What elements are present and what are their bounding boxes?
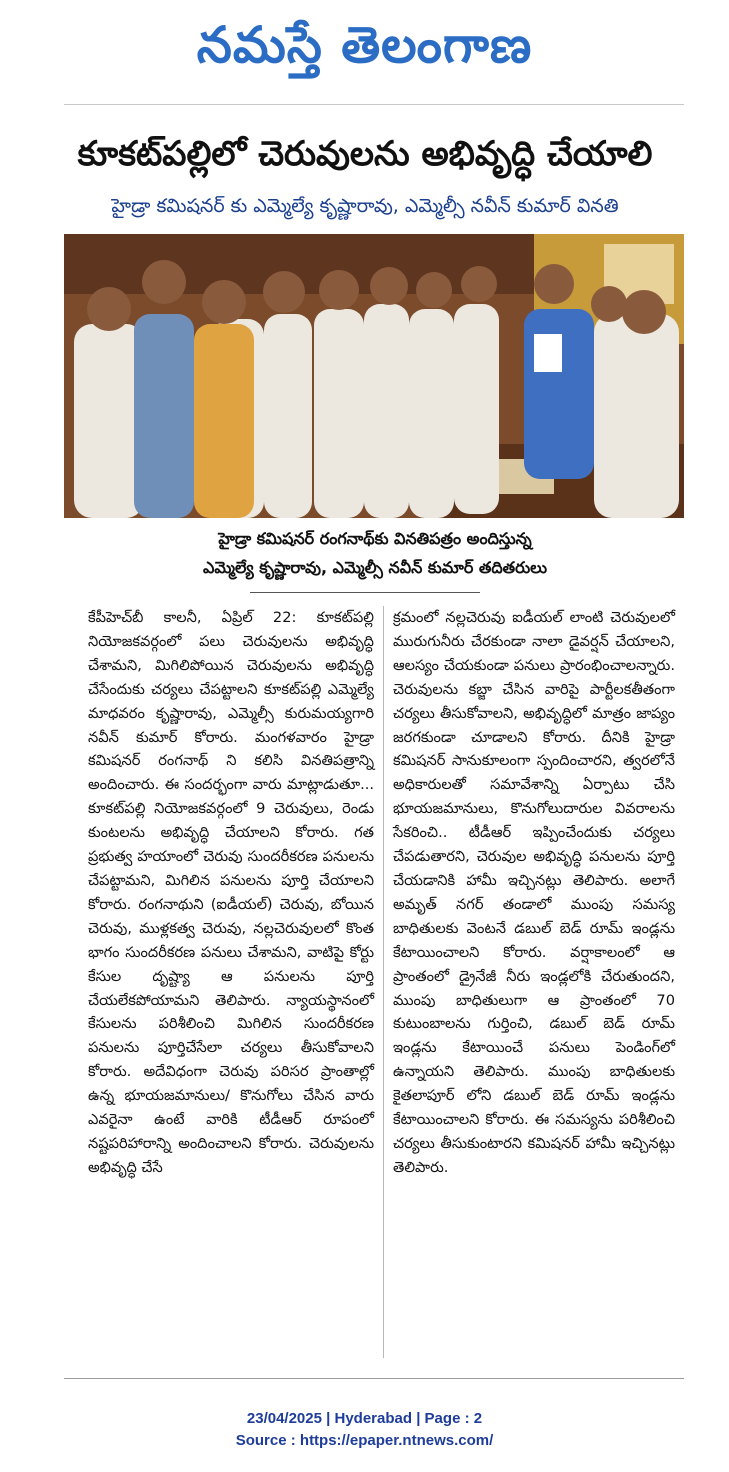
- article-headline: కూకట్‌పల్లిలో చెరువులను అభివృద్ధి చేయాలి: [77, 134, 653, 174]
- article-body-right-text: క్రమంలో నల్లచెరువు ఐడీయల్ లాంటి చెరువులలో మురుగునీరు చేరకుండా నాలా డైవర్షన్ చేయాలని, ఆలస్యం చేయకుండా పనులు ప్రారంభించాలన్నారు. చెరువులను కబ్జా చేసిన వారిపై పార్టీలకతీతంగా చర్యలు తీసుకోవాలని, అభివృద్ధిలో మాత్రం జాప్యం జరగకుండా చూడాలని కోరారు. దీనికి హైడ్రా కమిషనర్ సానుకూలంగా స్పందించారని, త్వరలోనే అధికారులతో సమావేశాన్ని ఏర్పాటు చేసి భూయజమానులు, కొనుగోలుదారుల వివరాలను సేకరించి.. టీడీఆర్ ఇప్పించేందుకు చర్యలు చేపడుతారని, చెరువుల అభివృద్ధి పనులను పూర్తి చేయడానికి హామీ ఇచ్చినట్లు తెలిపారు. అలాగే అమృత్ నగర్ తండాలో ముంపు సమస్య బాధితులకు వెంటనే డబుల్ బెడ్ రూమ్ ఇండ్లను కేటాయించాలని కోరారు. వర్షాకాలంలో ఆ ప్రాంతంలో డ్రైనేజీ నీరు ఇండ్లలోకి చేరుతుందని, ముంపు బాధితులుగా ఆ ప్రాంతంలో 70 కుటుంబాలను గుర్తించి, డబుల్ బెడ్ రూమ్ ఇండ్లను కేటాయించే పనులు పెండింగ్‌లో ఉన్నాయని తెలిపారు. ముంపు బాధితులకు కైతలాపూర్ లోని డబుల్ బెడ్ రూమ్ ఇండ్లను కేటాయించాలని కోరారు. ఈ సమస్యను పరిశీలించి చర్యలు తీసుకుంటారని కమిషనర్ హామీ ఇచ్చినట్లు తెలిపారు.: [393, 609, 675, 1176]
- article-body-right: [393, 606, 675, 1180]
- article-body-left-text: కేపీహెచ్‌బీ కాలనీ, ఏప్రిల్ 22: కూకట్‌పల్లి నియోజకవర్గంలో పలు చెరువులను అభివృద్ధి చేశామని, మిగిలిపోయిన చెరువులను అభివృద్ధి చేసేందుకు చర్యలు చేపట్టాలని కూకట్‌పల్లి ఎమ్మెల్యే మాధవరం కృష్ణారావు, ఎమ్మెల్సీ కురుమయ్యగారి నవీన్ కుమార్ కోరారు. మంగళవారం హైడ్రా కమిషనర్ రంగనాథ్ ని కలిసి వినతిపత్రాన్ని అందించారు. ఈ సందర్భంగా వారు మాట్లాడుతూ... కూకట్‌పల్లి నియోజకవర్గంలో 9 చెరువులు, రెండు కుంటలను అభివృద్ధి చేయాలని కోరారు. గత ప్రభుత్వ హయాంలో చెరువు సుందరీకరణ పనులను చేపట్టామని, మిగిలిన పనులను పూర్తి చేయాలని కోరారు. రంగనాథుని (ఐడీయల్) చెరువు, బోయిన చెరువు, ముళ్లకత్వ చెరువు, నల్లచెరువులలో కొంత భాగం సుందరీకరణ పనులు చేశామని, వాటిపై కోర్టు కేసుల దృష్ట్యా ఆ పనులను పూర్తి చేయలేకపోయామని తెలిపారు. న్యాయస్థానంలో కేసులను పరిశీలించి మిగిలిన సుందరీకరణ పనులను పూర్తిచేసేలా చర్యలు తీసుకోవాలని కోరారు. అదేవిధంగా చెరువు పరిసర ప్రాంతాల్లో ఉన్న భూయజమానులు/ కొనుగోలు చేసిన వారు ఎవరైనా ఉంటే వారికి టీడీఆర్ రూపంలో నష్టపరిహారాన్ని అందించాలని కోరారు. చెరువులను అభివృద్ధి చేసే: [88, 609, 374, 1176]
- photo-caption: [80, 524, 670, 582]
- footer-source-line: Source : https://epaper.ntnews.com/: [235, 1432, 494, 1449]
- footer-date-line: 23/04/2025 | Hyderabad | Page : 2: [246, 1410, 483, 1427]
- masthead-divider: [64, 104, 684, 105]
- article-photo: [64, 234, 684, 518]
- article-body-left: [88, 606, 374, 1180]
- article-bottom-border: [64, 1378, 684, 1379]
- masthead-title: నమస్తే తెలంగాణ: [196, 16, 533, 74]
- caption-line-2: ఎమ్మెల్యే కృష్ణారావు, ఎమ్మెల్సీ నవీన్ కుమార్ తదితరులు: [202, 558, 548, 577]
- caption-line-1: హైడ్రా కమిషనర్ రంగనాథ్‌కు వినతిపత్రం అందిస్తున్న: [218, 529, 532, 548]
- column-divider: [383, 606, 384, 1358]
- article-subheadline: హైడ్రా కమిషనర్ కు ఎమ్మెల్యే కృష్ణారావు, ఎమ్మెల్సీ నవీన్ కుమార్ వినతి: [111, 195, 619, 217]
- caption-divider: [250, 592, 480, 593]
